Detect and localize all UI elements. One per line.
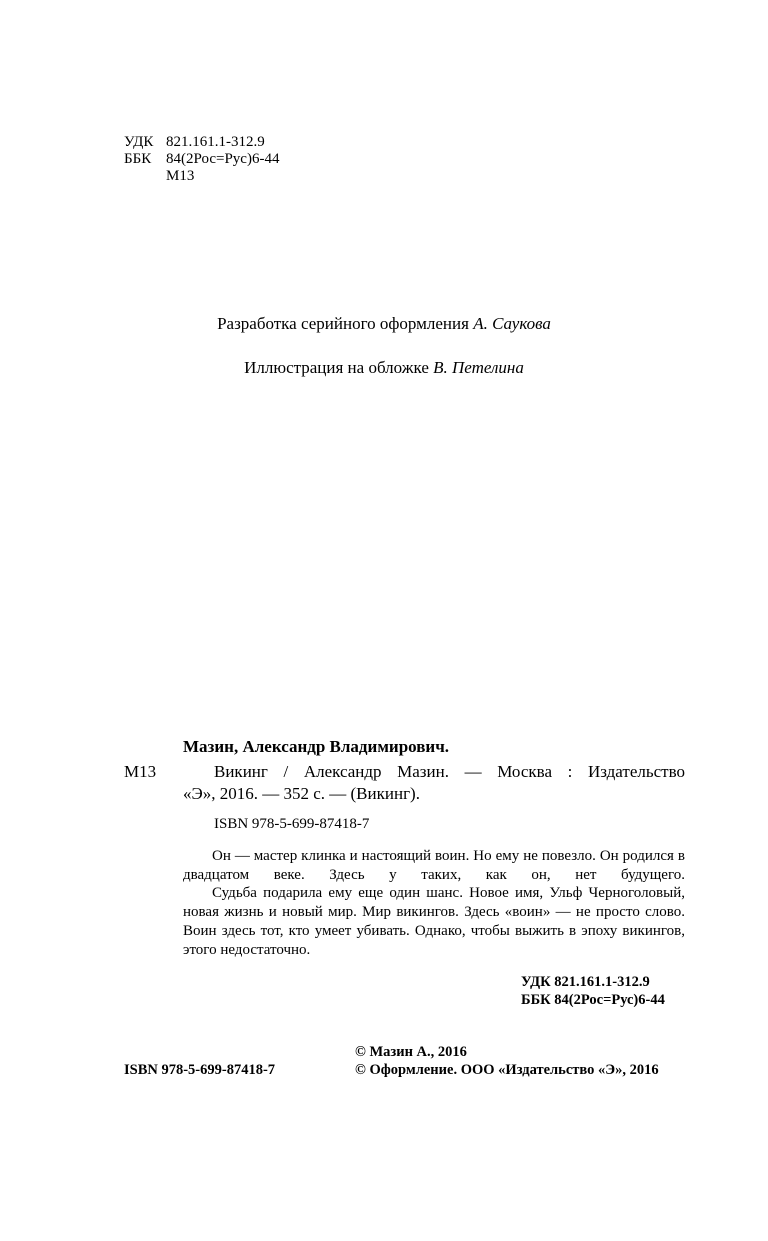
annotation-paragraph-2: Судьба подарила ему еще один шанс. Новое имя, Ульф Черноголовый, новая жизнь и новый мир. Мир викингов. Здесь «воин» — не просто слово. Воин здесь тот, кто умеет убивать. Однако, чтобы выжить в эпоху викингов, этого недостаточно. — [183, 885, 685, 958]
design-credit-name: А. Саукова — [473, 314, 551, 333]
card-mark: М13 — [124, 762, 157, 781]
design-credit-text: Разработка серийного оформления — [217, 314, 469, 333]
author-mark-row — [124, 168, 279, 185]
bbk-value: 84(2Рос=Рус)6-44 — [166, 151, 280, 167]
card-author-heading: Мазин, Александр Владимирович. — [183, 737, 450, 756]
cover-credit — [0, 358, 768, 378]
card-isbn: ISBN 978-5-699-87418-7 — [214, 816, 370, 832]
bbk-row — [124, 151, 279, 168]
udk-label: УДК — [124, 134, 154, 150]
card-bbk-bottom: ББК 84(2Рос=Рус)6-44 — [521, 992, 665, 1008]
design-credit — [0, 314, 768, 334]
udk-value: 821.161.1-312.9 — [166, 134, 265, 150]
annotation-paragraph-1: Он — мастер клинка и настоящий воин. Но ему не повезло. Он родился в двадцатом веке. Здесь у таких, как он, нет будущего. — [183, 848, 685, 883]
author-mark: М13 — [166, 168, 195, 184]
footer-isbn: ISBN 978-5-699-87418-7 — [124, 1062, 276, 1078]
cover-credit-name: В. Петелина — [433, 358, 524, 377]
udk-row — [124, 134, 279, 151]
cover-credit-text: Иллюстрация на обложке — [244, 358, 429, 377]
copyright-author: © Мазин А., 2016 — [355, 1044, 467, 1060]
bbk-label: ББК — [124, 151, 152, 167]
card-bib-line2: «Э», 2016. — 352 с. — (Викинг). — [183, 784, 420, 803]
copyright-design: © Оформление. ООО «Издательство «Э», 2016 — [355, 1062, 659, 1078]
card-bib-line1: Викинг / Александр Мазин. — Москва : Издательство — [214, 762, 685, 781]
card-udk-bottom: УДК 821.161.1-312.9 — [521, 974, 650, 990]
card-annotation — [183, 847, 685, 959]
classification-block — [124, 134, 279, 185]
